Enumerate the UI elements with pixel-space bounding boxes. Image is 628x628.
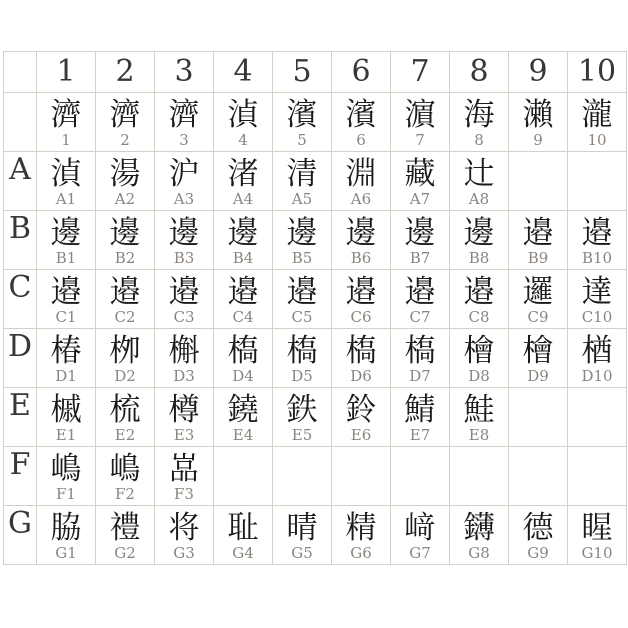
glyph-cell	[37, 388, 96, 447]
glyph-cell	[37, 211, 96, 270]
glyph-character: 嶋	[109, 451, 141, 487]
glyph-code: B10	[581, 249, 613, 267]
glyph-code: C4	[232, 308, 254, 326]
glyph-cell	[96, 447, 155, 506]
glyph-code: 4	[238, 131, 248, 149]
glyph-cell	[155, 211, 214, 270]
glyph-code: C2	[114, 308, 136, 326]
glyph-character: 晴	[286, 510, 318, 546]
glyph-cell	[214, 211, 273, 270]
glyph-character: 鑮	[463, 510, 495, 546]
glyph-cell	[96, 329, 155, 388]
glyph-code: A4	[232, 190, 254, 208]
glyph-character: 邊	[404, 215, 436, 251]
glyph-character: 精	[345, 510, 377, 546]
glyph-character: 邊	[227, 215, 259, 251]
glyph-cell	[509, 270, 568, 329]
glyph-code: F3	[174, 485, 194, 503]
glyph-character: 鯖	[404, 392, 436, 428]
glyph-code: B6	[350, 249, 372, 267]
glyph-cell	[273, 447, 332, 506]
glyph-cell	[155, 329, 214, 388]
glyph-character: 梳	[109, 392, 141, 428]
glyph-code: C8	[468, 308, 490, 326]
glyph-code: A5	[291, 190, 313, 208]
glyph-cell	[509, 388, 568, 447]
glyph-code: D2	[114, 367, 136, 385]
glyph-code: G3	[173, 544, 195, 562]
row-header: G	[4, 506, 37, 565]
row-header: A	[4, 152, 37, 211]
row-header: F	[4, 447, 37, 506]
glyph-code: D1	[55, 367, 77, 385]
glyph-code: G10	[581, 544, 613, 562]
column-header: 3	[155, 52, 214, 93]
glyph-code: E7	[409, 426, 431, 444]
glyph-character: 邊	[345, 215, 377, 251]
row-header: C	[4, 270, 37, 329]
glyph-character: 邉	[227, 274, 259, 310]
glyph-cell	[332, 447, 391, 506]
glyph-cell	[391, 447, 450, 506]
glyph-character: 湞	[50, 156, 82, 192]
glyph-cell	[568, 329, 627, 388]
glyph-character: 辻	[463, 156, 495, 192]
glyph-character: 槗	[227, 333, 259, 369]
glyph-cell	[273, 270, 332, 329]
row-header: D	[4, 329, 37, 388]
glyph-character: 耻	[227, 510, 259, 546]
glyph-cell	[509, 329, 568, 388]
glyph-code: 8	[474, 131, 484, 149]
glyph-code: G5	[291, 544, 313, 562]
glyph-code: 3	[179, 131, 189, 149]
grid-row	[4, 329, 627, 388]
glyph-code: C3	[173, 308, 195, 326]
glyph-code: C10	[581, 308, 613, 326]
glyph-cell	[450, 93, 509, 152]
glyph-cell	[96, 388, 155, 447]
glyph-character: 濟	[50, 97, 82, 133]
glyph-code: G6	[350, 544, 372, 562]
column-header: 9	[509, 52, 568, 93]
glyph-cell	[214, 506, 273, 565]
glyph-cell	[391, 388, 450, 447]
glyph-character: 海	[463, 97, 495, 133]
glyph-character: 邉	[168, 274, 200, 310]
glyph-character: 槗	[286, 333, 318, 369]
glyph-code: E5	[291, 426, 313, 444]
grid-row	[4, 152, 627, 211]
glyph-cell	[332, 211, 391, 270]
glyph-cell	[332, 506, 391, 565]
glyph-character: 樽	[168, 392, 200, 428]
glyph-character: 鈴	[345, 392, 377, 428]
glyph-code: A1	[55, 190, 77, 208]
glyph-character: 檜	[463, 333, 495, 369]
glyph-code: C6	[350, 308, 372, 326]
glyph-character: 邉	[345, 274, 377, 310]
glyph-cell	[214, 388, 273, 447]
glyph-character: 邊	[109, 215, 141, 251]
glyph-cell	[509, 152, 568, 211]
glyph-character: 邉	[286, 274, 318, 310]
glyph-character: 邉	[404, 274, 436, 310]
glyph-cell	[273, 93, 332, 152]
glyph-cell	[37, 447, 96, 506]
glyph-cell	[391, 211, 450, 270]
column-header: 8	[450, 52, 509, 93]
glyph-code: B2	[114, 249, 136, 267]
glyph-cell	[273, 388, 332, 447]
column-header: 6	[332, 52, 391, 93]
glyph-code: B7	[409, 249, 431, 267]
glyph-code: 1	[61, 131, 71, 149]
column-header: 5	[273, 52, 332, 93]
column-header: 7	[391, 52, 450, 93]
glyph-character: 﨑	[404, 510, 436, 546]
glyph-cell	[96, 211, 155, 270]
glyph-cell	[332, 93, 391, 152]
glyph-character: 渚	[227, 156, 259, 192]
glyph-cell	[214, 270, 273, 329]
glyph-character: 濟	[109, 97, 141, 133]
glyph-character: 槗	[404, 333, 436, 369]
glyph-code: G9	[527, 544, 549, 562]
glyph-character: 槲	[168, 333, 200, 369]
glyph-character: 邉	[581, 215, 613, 251]
glyph-code: D3	[173, 367, 195, 385]
glyph-character: 鐃	[227, 392, 259, 428]
glyph-character: 邊	[286, 215, 318, 251]
column-header-row	[4, 52, 627, 93]
glyph-cell	[273, 211, 332, 270]
glyph-cell	[509, 211, 568, 270]
row-header	[4, 93, 37, 152]
glyph-character: 睲	[581, 510, 613, 546]
glyph-character: 邉	[463, 274, 495, 310]
glyph-cell	[391, 152, 450, 211]
column-header: 1	[37, 52, 96, 93]
glyph-cell	[96, 93, 155, 152]
glyph-cell	[155, 447, 214, 506]
grid-row	[4, 388, 627, 447]
glyph-cell	[568, 93, 627, 152]
glyph-cell	[509, 93, 568, 152]
glyph-code: D4	[232, 367, 254, 385]
glyph-cell	[155, 93, 214, 152]
glyph-character: 禮	[109, 510, 141, 546]
kanji-variant-table	[3, 51, 627, 565]
glyph-code: B1	[55, 249, 77, 267]
glyph-character: 椿	[50, 333, 82, 369]
glyph-cell	[450, 152, 509, 211]
glyph-code: D6	[350, 367, 372, 385]
glyph-code: D5	[291, 367, 313, 385]
glyph-code: G4	[232, 544, 254, 562]
glyph-character: 槗	[345, 333, 377, 369]
glyph-code: C9	[527, 308, 549, 326]
glyph-cell	[37, 152, 96, 211]
glyph-code: G2	[114, 544, 136, 562]
glyph-cell	[391, 506, 450, 565]
glyph-character: 邉	[522, 215, 554, 251]
glyph-character: 嵓	[168, 451, 200, 487]
glyph-character: 沪	[168, 156, 200, 192]
glyph-code: A2	[114, 190, 136, 208]
glyph-character: 将	[168, 510, 200, 546]
glyph-character: 濱	[345, 97, 377, 133]
glyph-cell	[568, 211, 627, 270]
glyph-character: 邉	[109, 274, 141, 310]
glyph-character: 瀧	[581, 97, 613, 133]
glyph-code: A6	[350, 190, 372, 208]
glyph-cell	[214, 93, 273, 152]
glyph-cell	[450, 388, 509, 447]
glyph-character: 濟	[168, 97, 200, 133]
glyph-cell	[332, 388, 391, 447]
glyph-cell	[391, 93, 450, 152]
grid-row	[4, 506, 627, 565]
glyph-code: E4	[232, 426, 254, 444]
glyph-cell	[37, 329, 96, 388]
glyph-cell	[214, 152, 273, 211]
glyph-code: C1	[55, 308, 77, 326]
glyph-cell	[450, 447, 509, 506]
glyph-code: 6	[356, 131, 366, 149]
glyph-cell	[37, 506, 96, 565]
row-header: E	[4, 388, 37, 447]
glyph-code: C7	[409, 308, 431, 326]
glyph-character: 邏	[522, 274, 554, 310]
glyph-character: 藏	[404, 156, 436, 192]
glyph-character: 清	[286, 156, 318, 192]
column-header: 10	[568, 52, 627, 93]
glyph-cell	[509, 447, 568, 506]
glyph-code: F1	[56, 485, 76, 503]
glyph-character: 邊	[463, 215, 495, 251]
glyph-code: B8	[468, 249, 490, 267]
glyph-code: A7	[409, 190, 431, 208]
row-header: B	[4, 211, 37, 270]
glyph-character: 濵	[404, 97, 436, 133]
glyph-code: 10	[587, 131, 607, 149]
glyph-character: 檜	[522, 333, 554, 369]
glyph-code: E1	[55, 426, 77, 444]
glyph-cell	[568, 506, 627, 565]
glyph-cell	[450, 329, 509, 388]
glyph-code: 2	[120, 131, 130, 149]
glyph-character: 淵	[345, 156, 377, 192]
column-header: 4	[214, 52, 273, 93]
glyph-character: 脇	[50, 510, 82, 546]
glyph-code: G1	[55, 544, 77, 562]
glyph-code: 7	[415, 131, 425, 149]
grid-row	[4, 447, 627, 506]
glyph-cell	[214, 447, 273, 506]
glyph-character: 嶋	[50, 451, 82, 487]
glyph-cell	[509, 506, 568, 565]
grid-row	[4, 270, 627, 329]
glyph-character: 楢	[581, 333, 613, 369]
glyph-character: 邊	[50, 215, 82, 251]
glyph-cell	[37, 93, 96, 152]
glyph-code: 5	[297, 131, 307, 149]
glyph-character: 邉	[50, 274, 82, 310]
glyph-code: G7	[409, 544, 431, 562]
glyph-cell	[391, 329, 450, 388]
glyph-code: B5	[291, 249, 313, 267]
glyph-cell	[155, 388, 214, 447]
grid-row	[4, 93, 627, 152]
glyph-code: G8	[468, 544, 490, 562]
glyph-cell	[96, 152, 155, 211]
glyph-character: 湞	[227, 97, 259, 133]
glyph-cell	[214, 329, 273, 388]
corner-cell	[4, 52, 37, 93]
glyph-cell	[450, 211, 509, 270]
glyph-code: C5	[291, 308, 313, 326]
glyph-cell	[96, 270, 155, 329]
glyph-code: E6	[350, 426, 372, 444]
glyph-cell	[96, 506, 155, 565]
glyph-cell	[568, 152, 627, 211]
glyph-character: 湯	[109, 156, 141, 192]
glyph-character: 鮭	[463, 392, 495, 428]
glyph-code: E8	[468, 426, 490, 444]
glyph-code: D10	[581, 367, 613, 385]
glyph-cell	[332, 152, 391, 211]
glyph-cell	[391, 270, 450, 329]
glyph-code: A3	[173, 190, 195, 208]
glyph-code: B3	[173, 249, 195, 267]
glyph-character: 鉄	[286, 392, 318, 428]
glyph-cell	[332, 329, 391, 388]
column-header: 2	[96, 52, 155, 93]
glyph-cell	[155, 270, 214, 329]
glyph-cell	[155, 506, 214, 565]
glyph-code: E3	[173, 426, 195, 444]
glyph-character: 槭	[50, 392, 82, 428]
glyph-character: 栁	[109, 333, 141, 369]
glyph-character: 濱	[286, 97, 318, 133]
glyph-code: A8	[468, 190, 490, 208]
glyph-code: B9	[527, 249, 549, 267]
glyph-cell	[273, 329, 332, 388]
glyph-character: 達	[581, 274, 613, 310]
glyph-cell	[450, 270, 509, 329]
glyph-code: F2	[115, 485, 135, 503]
glyph-cell	[273, 152, 332, 211]
glyph-character: 德	[522, 510, 554, 546]
glyph-cell	[332, 270, 391, 329]
glyph-cell	[568, 388, 627, 447]
glyph-code: 9	[533, 131, 543, 149]
glyph-cell	[450, 506, 509, 565]
glyph-code: B4	[232, 249, 254, 267]
glyph-character: 瀨	[522, 97, 554, 133]
glyph-code: D9	[527, 367, 549, 385]
glyph-cell	[568, 447, 627, 506]
glyph-cell	[37, 270, 96, 329]
grid-row	[4, 211, 627, 270]
glyph-code: D8	[468, 367, 490, 385]
glyph-code: D7	[409, 367, 431, 385]
glyph-cell	[273, 506, 332, 565]
glyph-cell	[568, 270, 627, 329]
glyph-code: E2	[114, 426, 136, 444]
glyph-cell	[155, 152, 214, 211]
glyph-character: 邊	[168, 215, 200, 251]
